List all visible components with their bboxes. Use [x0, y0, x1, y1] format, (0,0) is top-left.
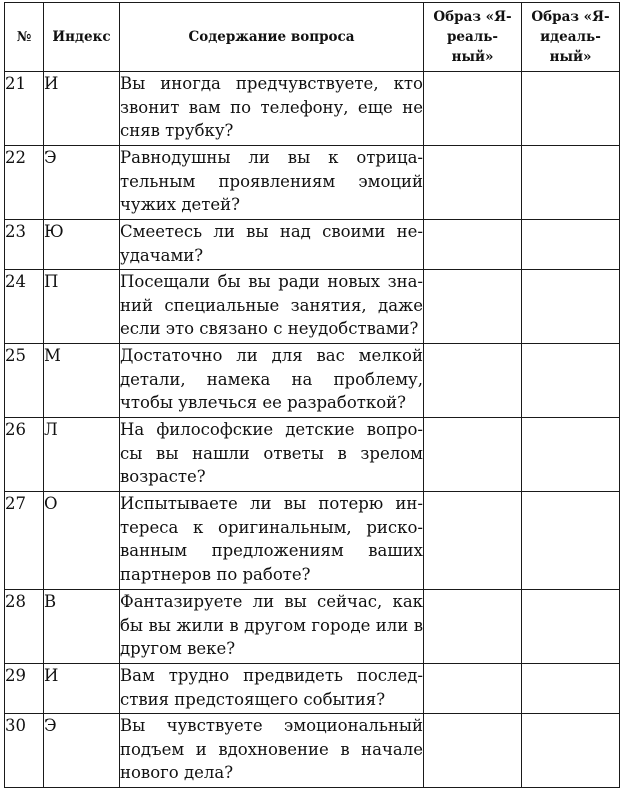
header-question: Содержание вопроса — [120, 3, 424, 72]
table-row — [5, 590, 620, 664]
header-num: № — [5, 3, 44, 72]
answer-cell-real-self[interactable] — [424, 714, 522, 788]
answer-cell-real-self[interactable] — [424, 418, 522, 492]
row-index: Э — [44, 146, 120, 220]
answer-cell-ideal-self[interactable] — [522, 418, 620, 492]
row-number: 28 — [5, 590, 44, 664]
answer-cell-ideal-self[interactable] — [522, 714, 620, 788]
answer-cell-ideal-self[interactable] — [522, 344, 620, 418]
table-row — [5, 664, 620, 714]
answer-cell-real-self[interactable] — [424, 664, 522, 714]
row-question: Вы иногда предчувствуете, кто звонит вам по телефону, еще не сняв трубку? — [120, 72, 424, 146]
answer-cell-ideal-self[interactable] — [522, 72, 620, 146]
table-row — [5, 344, 620, 418]
header-row — [5, 3, 620, 72]
row-index: Л — [44, 418, 120, 492]
row-number: 30 — [5, 714, 44, 788]
answer-cell-real-self[interactable] — [424, 492, 522, 590]
row-index: О — [44, 492, 120, 590]
table-row — [5, 714, 620, 788]
row-question: Равнодушны ли вы к отрица- тельным проявлениям эмоций чужих детей? — [120, 146, 424, 220]
answer-cell-real-self[interactable] — [424, 72, 522, 146]
row-index: Э — [44, 714, 120, 788]
row-index: И — [44, 72, 120, 146]
table-body — [5, 72, 620, 788]
answer-cell-ideal-self[interactable] — [522, 664, 620, 714]
answer-cell-ideal-self[interactable] — [522, 590, 620, 664]
questionnaire-table — [4, 2, 620, 788]
row-index: П — [44, 270, 120, 344]
row-number: 29 — [5, 664, 44, 714]
header-real-self — [424, 3, 522, 72]
answer-cell-ideal-self[interactable] — [522, 270, 620, 344]
table-row — [5, 492, 620, 590]
row-question: Фантазируете ли вы сейчас, как бы вы жили в другом городе или в другом веке? — [120, 590, 424, 664]
row-number: 24 — [5, 270, 44, 344]
table-row — [5, 146, 620, 220]
row-number: 21 — [5, 72, 44, 146]
header-ideal-self — [522, 3, 620, 72]
answer-cell-real-self[interactable] — [424, 270, 522, 344]
row-index: М — [44, 344, 120, 418]
row-number: 25 — [5, 344, 44, 418]
table-row — [5, 418, 620, 492]
row-number: 26 — [5, 418, 44, 492]
row-index: И — [44, 664, 120, 714]
row-index: Ю — [44, 220, 120, 270]
row-index: В — [44, 590, 120, 664]
row-question: Посещали бы вы ради новых зна- ний специальные занятия, даже если это связано с неудобствами? — [120, 270, 424, 344]
row-question: Вы чувствуете эмоциональный подъем и вдохновение в начале нового дела? — [120, 714, 424, 788]
row-question: На философские детские вопро- сы вы нашли ответы в зрелом возрасте? — [120, 418, 424, 492]
row-question: Смеетесь ли вы над своими не- удачами? — [120, 220, 424, 270]
table-row — [5, 72, 620, 146]
row-number: 22 — [5, 146, 44, 220]
row-question: Вам трудно предвидеть послед- ствия предстоящего события? — [120, 664, 424, 714]
header-real-self-text: Образ «Я-реаль- ный» — [433, 9, 512, 65]
answer-cell-ideal-self[interactable] — [522, 146, 620, 220]
row-question: Испытываете ли вы потерю ин- тереса к оригинальным, риско- ванным предложениям ваших партнеров по работе? — [120, 492, 424, 590]
table-row — [5, 270, 620, 344]
row-number: 23 — [5, 220, 44, 270]
row-question: Достаточно ли для вас мелкой детали, намека на проблему, чтобы увлечься ее разработкой? — [120, 344, 424, 418]
table-row — [5, 220, 620, 270]
answer-cell-real-self[interactable] — [424, 590, 522, 664]
answer-cell-real-self[interactable] — [424, 344, 522, 418]
answer-cell-real-self[interactable] — [424, 220, 522, 270]
header-index: Индекс — [44, 3, 120, 72]
row-number: 27 — [5, 492, 44, 590]
answer-cell-real-self[interactable] — [424, 146, 522, 220]
answer-cell-ideal-self[interactable] — [522, 492, 620, 590]
answer-cell-ideal-self[interactable] — [522, 220, 620, 270]
header-ideal-self-text: Образ «Я-идеаль- ный» — [531, 9, 610, 65]
